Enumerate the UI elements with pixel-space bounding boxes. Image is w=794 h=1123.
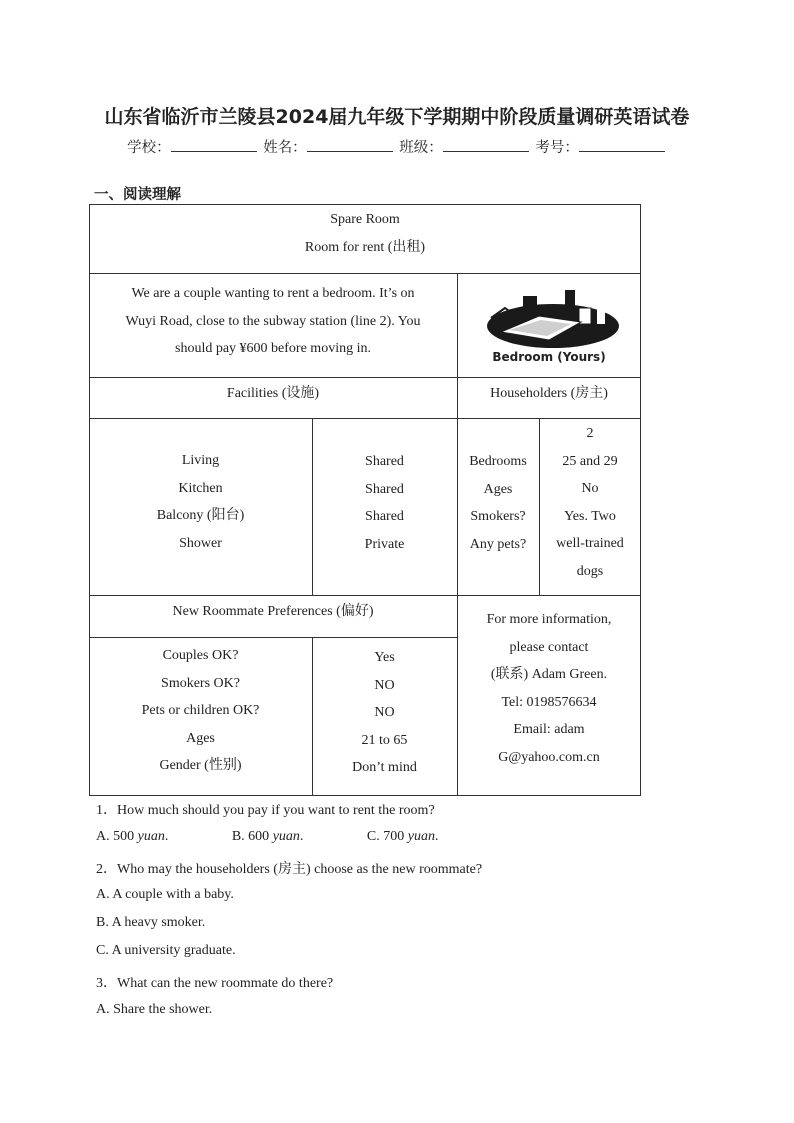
facility-item: Kitchen (178, 480, 223, 496)
school-label: 学校： (127, 140, 171, 156)
ad-subtitle: Room for rent (出租) (304, 239, 426, 255)
table-rule (89, 418, 641, 419)
bedroom-image (461, 278, 637, 374)
contact-line: please contact (509, 639, 589, 655)
facility-status: Private (364, 536, 405, 552)
facility-items (89, 447, 312, 557)
preference-item: Couples OK? (162, 648, 239, 663)
householder-values (539, 420, 641, 585)
facility-status: Shared (365, 454, 404, 469)
householder-labels (457, 448, 539, 558)
question-3-stem: 3．What can the new roommate do there? (96, 976, 334, 991)
exam-number-blank[interactable] (579, 138, 665, 152)
table-rule (89, 595, 641, 596)
preference-values (312, 644, 457, 782)
school-blank[interactable] (171, 138, 257, 152)
intro-line: should pay ¥600 before moving in. (175, 341, 371, 356)
option-c[interactable]: C. A university graduate. (96, 943, 236, 958)
preference-value: 21 to 65 (361, 732, 408, 748)
preference-value: Yes (374, 650, 395, 665)
option-b[interactable]: B. A heavy smoker. (96, 915, 206, 930)
option-b[interactable]: B. 600 yuan. (231, 829, 304, 844)
householder-value: dogs (576, 563, 604, 579)
contact-line: Email: adam (513, 722, 585, 737)
image-caption: Bedroom (Yours) (492, 350, 606, 364)
facility-item: Balcony (阳台) (156, 508, 245, 523)
contact-line: Tel: 0198576634 (501, 694, 597, 710)
table-rule (89, 273, 641, 274)
intro-line: We are a couple wanting to rent a bedroom. It’s on (131, 286, 415, 301)
householder-value: 25 and 29 (562, 453, 618, 469)
preferences-header: New Roommate Preferences (偏好) (172, 604, 374, 619)
householder-label: Bedrooms (469, 454, 527, 469)
page-title: 山东省临沂市兰陵县2024届九年级下学期期中阶段质量调研英语试卷 (104, 106, 690, 128)
name-label: 姓名： (263, 140, 307, 156)
facilities-header: Facilities (设施) (226, 386, 320, 401)
preference-value: NO (374, 677, 395, 693)
preference-items (89, 642, 312, 780)
householders-header: Householders (房主) (490, 386, 608, 401)
question-2-stem: 2．Who may the householders (房主) choose as the new roommate? (96, 862, 483, 877)
householder-value: Yes. Two (564, 508, 616, 524)
contact-line: For more information, (486, 612, 612, 627)
student-info-line (0, 136, 794, 157)
facility-item: Shower (179, 535, 222, 551)
section-heading: 一、阅读理解 (94, 187, 181, 203)
table-border-top (89, 204, 641, 205)
preference-item: Gender (性别) (159, 758, 242, 773)
class-label: 班级： (399, 140, 443, 156)
table-rule (89, 377, 641, 378)
class-blank[interactable] (443, 138, 529, 152)
facility-item: Living (181, 453, 220, 468)
option-c[interactable]: C. 700 yuan. (366, 829, 439, 844)
exam-number-label: 考号： (535, 140, 579, 156)
contact-info (457, 606, 641, 771)
preference-item: Pets or children OK? (141, 703, 260, 718)
contact-line: (联系) Adam Green. (490, 667, 608, 682)
option-a[interactable]: A. A couple with a baby. (96, 887, 234, 902)
preference-item: Smokers OK? (161, 675, 240, 691)
facility-status: Shared (365, 509, 404, 524)
facility-status: Shared (365, 481, 404, 497)
householder-label: Smokers? (470, 509, 526, 524)
preference-value: Don’t mind (352, 760, 417, 775)
room-ad-table (89, 204, 641, 796)
table-rule (89, 637, 458, 638)
name-blank[interactable] (307, 138, 393, 152)
householder-value: 2 (586, 426, 594, 441)
householder-value: well-trained (556, 536, 624, 551)
householder-label: Ages (483, 481, 513, 497)
facility-statuses (312, 448, 457, 558)
ad-header (89, 206, 641, 261)
table-border-bottom (89, 795, 641, 796)
contact-line: G@yahoo.com.cn (498, 749, 600, 765)
option-a[interactable]: A. Share the shower. (96, 1002, 213, 1017)
ad-title: Spare Room (330, 212, 400, 227)
householder-label: Any pets? (469, 536, 527, 552)
ad-intro (89, 280, 457, 363)
question-1-stem: 1．How much should you pay if you want to rent the room? (96, 803, 435, 818)
question-1-options (96, 829, 498, 845)
preference-value: NO (374, 705, 395, 720)
preference-item: Ages (186, 730, 215, 746)
householder-value: No (581, 481, 599, 496)
intro-line: Wuyi Road, close to the subway station (line 2). You (125, 313, 421, 329)
option-a[interactable]: A. 500 yuan. (96, 829, 169, 844)
